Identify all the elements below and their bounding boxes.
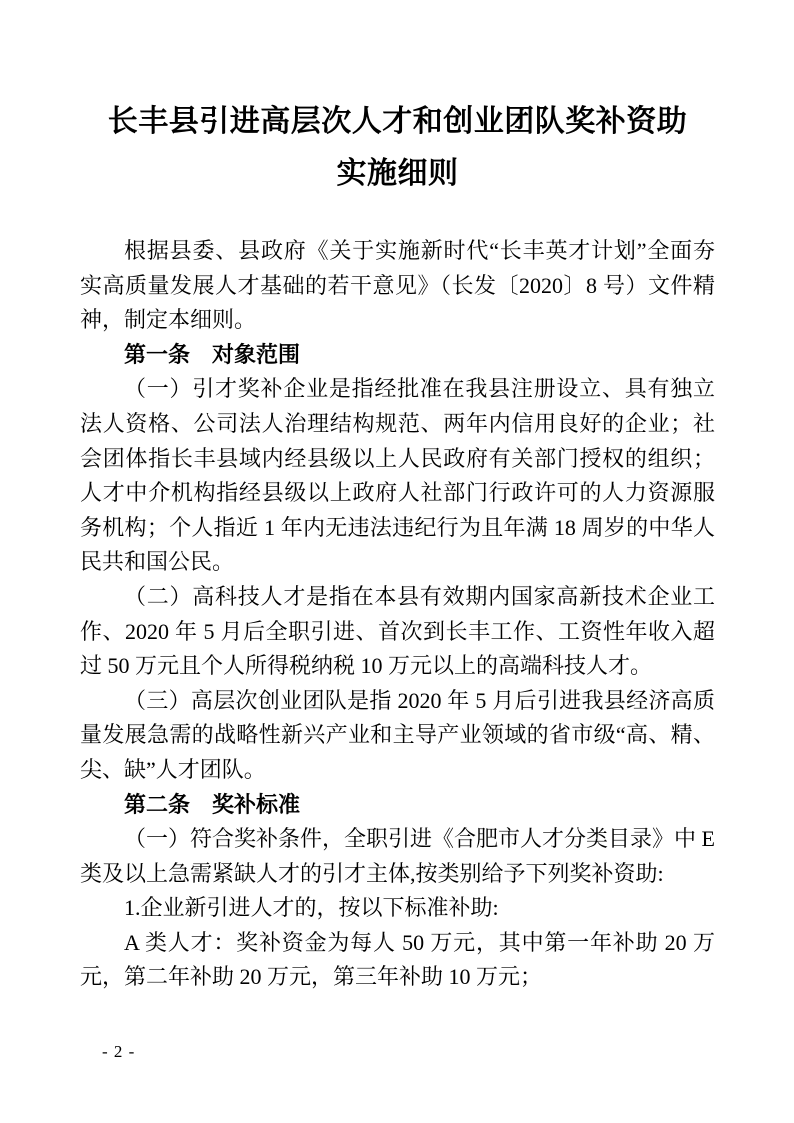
paragraph-article1-item2: （二）高科技人才是指在本县有效期内国家高新技术企业工作、2020 年 5 月后全职引进、首次到长丰工作、工资性年收入超过 50 万元且个人所得税纳税 10 万元以上的高端科技人才。 [80, 583, 715, 679]
paragraph-article2-point1: 1.企业新引进人才的，按以下标准补助: [124, 895, 499, 921]
section-heading-article-2: 第二条 奖补标准 [124, 791, 301, 817]
document-title-line1: 长丰县引进高层次人才和创业团队奖补资助 [107, 105, 688, 138]
document-body [80, 234, 715, 995]
paragraph-article2-item1: （一）符合奖补条件，全职引进《合肥市人才分类目录》中 E 类及以上急需紧缺人才的引才主体,按类别给予下列奖补资助: [80, 826, 715, 886]
paragraph-article2-class-a: A 类人才：奖补资金为每人 50 万元，其中第一年补助 20 万元，第二年补助 20 万元，第三年补助 10 万元； [80, 929, 715, 990]
section-heading-article-1: 第一条 对象范围 [124, 341, 301, 367]
page-number: - 2 - [102, 1042, 136, 1061]
paragraph-basis: 根据县委、县政府《关于实施新时代“长丰英才计划”全面夯实高质量发展人才基础的若干意见》（长发〔2020〕8 号）文件精神，制定本细则。 [80, 238, 715, 333]
document-title [80, 96, 715, 200]
paragraph-article1-item1: （一）引才奖补企业是指经批准在我县注册设立、具有独立法人资格、公司法人治理结构规范、两年内信用良好的企业；社会团体指长丰县域内经县级以上人民政府有关部门授权的组织；人才中介机构指经县级以上政府人社部门行政许可的人力资源服务机构；个人指近 1 年内无违法违纪行为且年满 18 周岁的中华人民共和国公民。 [80, 376, 715, 575]
document-content [80, 0, 715, 995]
paragraph-article1-item3: （三）高层次创业团队是指 2020 年 5 月后引进我县经济高质量发展急需的战略性新兴产业和主导产业领域的省市级“高、精、尖、缺”人才团队。 [80, 687, 715, 782]
document-title-line2: 实施细则 [336, 157, 459, 190]
